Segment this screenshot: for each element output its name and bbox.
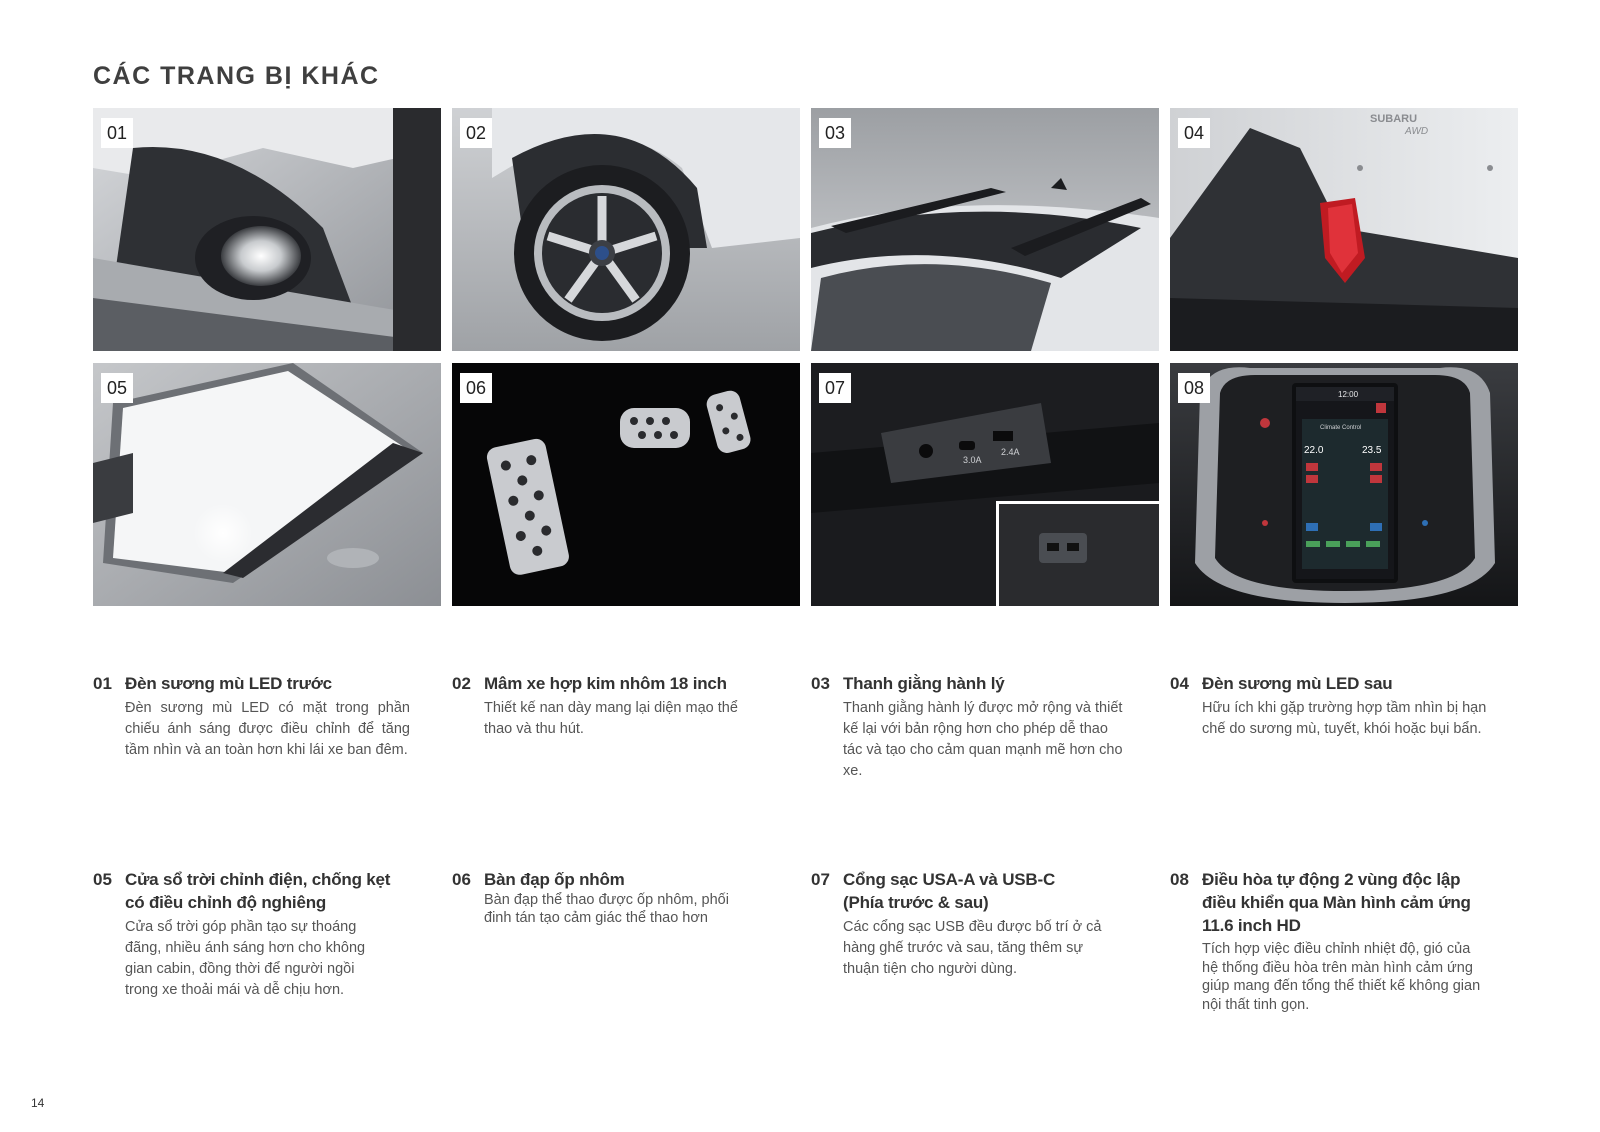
feature-number: 02 bbox=[452, 674, 471, 693]
screen-temp-left: 22.0 bbox=[1304, 445, 1324, 456]
photo-usb-ports bbox=[811, 363, 1159, 606]
photo-alloy-wheel bbox=[452, 108, 800, 351]
feature-description: Bàn đạp thể thao được ốp nhôm, phối đinh tán tạo cảm giác thể thao hơn bbox=[484, 892, 729, 926]
feature-07 bbox=[811, 868, 1131, 980]
svg-text:SUBARU: SUBARU bbox=[1370, 113, 1418, 125]
feature-description: Thiết kế nan dày mang lại diện mạo thể thao và thu hút. bbox=[484, 700, 738, 737]
feature-number: 01 bbox=[93, 674, 112, 693]
photo-number-tag: 03 bbox=[819, 118, 851, 148]
photo-number-tag: 05 bbox=[101, 373, 133, 403]
feature-number: 07 bbox=[811, 870, 830, 889]
feature-02 bbox=[452, 672, 772, 740]
feature-number: 04 bbox=[1170, 674, 1189, 693]
feature-06 bbox=[452, 868, 772, 927]
feature-title: Mâm xe hợp kim nhôm 18 inch bbox=[484, 674, 727, 693]
feature-08 bbox=[1170, 868, 1490, 1014]
photo-number-tag: 08 bbox=[1178, 373, 1210, 403]
feature-number: 05 bbox=[93, 870, 112, 889]
feature-title: Đèn sương mù LED sau bbox=[1202, 674, 1393, 693]
feature-title: Bàn đạp ốp nhôm bbox=[484, 870, 625, 889]
feature-01 bbox=[93, 672, 413, 761]
usb-label-2-4a: 2.4A bbox=[1001, 447, 1020, 457]
feature-title: Thanh giằng hành lý bbox=[843, 674, 1005, 693]
photo-rear-fog-light bbox=[1170, 108, 1518, 351]
feature-04 bbox=[1170, 672, 1490, 740]
photo-number-tag: 07 bbox=[819, 373, 851, 403]
screen-header: Climate Control bbox=[1320, 425, 1362, 431]
screen-clock: 12:00 bbox=[1338, 390, 1359, 399]
feature-title: Cửa sổ trời chỉnh điện, chống kẹt có điều chỉnh độ nghiêng bbox=[125, 870, 391, 912]
photo-front-fog-light bbox=[93, 108, 441, 351]
photo-roof-rails bbox=[811, 108, 1159, 351]
photo-number-tag: 01 bbox=[101, 118, 133, 148]
photo-touchscreen-climate bbox=[1170, 363, 1518, 606]
page-number: 14 bbox=[31, 1096, 45, 1110]
feature-title: Cổng sạc USA-A và USB-C (Phía trước & sau) bbox=[843, 870, 1056, 912]
photo-sunroof bbox=[93, 363, 441, 606]
feature-number: 06 bbox=[452, 870, 471, 889]
photo-aluminum-pedals bbox=[452, 363, 800, 606]
feature-title: Đèn sương mù LED trước bbox=[125, 674, 332, 693]
feature-number: 08 bbox=[1170, 870, 1189, 889]
usb-label-3a: 3.0A bbox=[963, 455, 982, 465]
feature-title: Điều hòa tự động 2 vùng độc lập điều khiển qua Màn hình cảm ứng 11.6 inch HD bbox=[1202, 870, 1471, 935]
feature-description: Hữu ích khi gặp trường hợp tầm nhìn bị hạn chế do sương mù, tuyết, khói hoặc bụi bẩn. bbox=[1202, 700, 1487, 737]
page-title: CÁC TRANG BỊ KHÁC bbox=[93, 62, 380, 90]
feature-number: 03 bbox=[811, 674, 830, 693]
feature-description: Đèn sương mù LED có mặt trong phần chiếu ánh sáng được điều chỉnh để tăng tầm nhìn và an toàn hơn khi lái xe ban đêm. bbox=[125, 700, 410, 758]
feature-05 bbox=[93, 868, 413, 1001]
feature-description: Thanh giằng hành lý được mở rộng và thiết kế lại với bản rộng hơn cho phép dễ thao tác và tạo cho cảm quan mạnh mẽ hơn cho xe. bbox=[843, 700, 1123, 779]
photo-number-tag: 02 bbox=[460, 118, 492, 148]
feature-description: Cửa sổ trời góp phần tạo sự thoáng đãng, nhiều ánh sáng hơn cho không gian cabin, đồng thời để người ngồi trong xe thoải mái và dễ chịu hơn. bbox=[125, 919, 366, 998]
svg-text:AWD: AWD bbox=[1405, 126, 1429, 137]
feature-description: Các cổng sạc USB đều được bố trí ở cả hàng ghế trước và sau, tăng thêm sự thuận tiện cho người dùng. bbox=[843, 919, 1102, 977]
photo-number-tag: 04 bbox=[1178, 118, 1210, 148]
feature-03 bbox=[811, 672, 1131, 782]
feature-description: Tích hợp việc điều chỉnh nhiệt độ, gió của hệ thống điều hòa trên màn hình cảm ứng giúp mang đến tổng thể thiết kế không gian nội thất tinh gọn. bbox=[1202, 941, 1481, 1013]
photo-number-tag: 06 bbox=[460, 373, 492, 403]
screen-temp-right: 23.5 bbox=[1362, 445, 1382, 456]
